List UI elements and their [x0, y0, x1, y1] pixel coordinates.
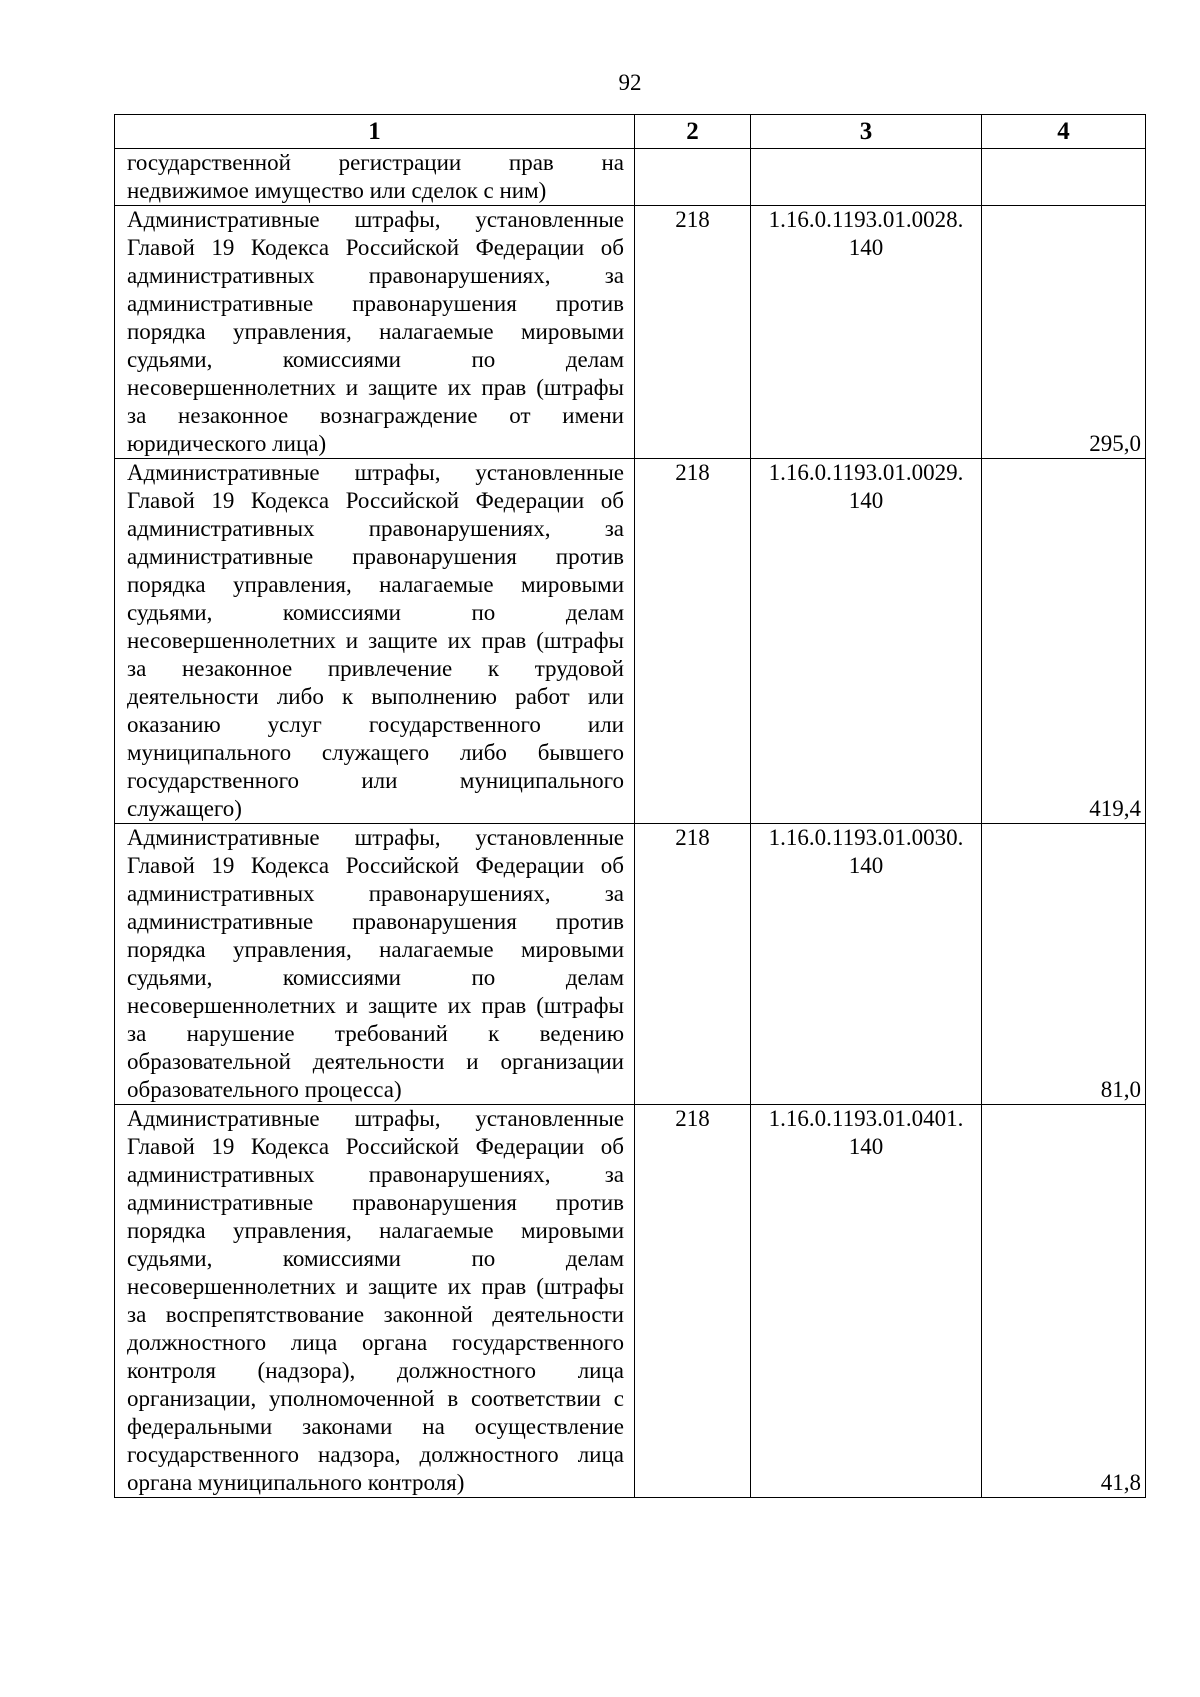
table-row: [115, 149, 1146, 206]
header-row: [115, 115, 1146, 149]
kbk-line-1: 1.16.0.1193.01.0029.: [768, 460, 964, 485]
page-number: 92: [618, 70, 642, 95]
row-kbk: [751, 824, 982, 1105]
budget-table: [114, 114, 1146, 1498]
kbk-line-1: 1.16.0.1193.01.0401.: [768, 1106, 964, 1131]
row-kbk: [751, 1105, 982, 1498]
table-row: [115, 1105, 1146, 1498]
header-col-2: 2: [635, 115, 751, 149]
row-kbk: [751, 206, 982, 459]
row-admin-code: 218: [635, 459, 751, 824]
row-description: Административные штрафы, установленные Главой 19 Кодекса Российской Федерации об административных правонарушениях, за административные правонарушения против порядка управления, налагаемые мировыми судьями, комиссиями по делам несовершеннолетних и защите их прав (штрафы за незаконное вознаграждение от имени юридического лица): [115, 206, 635, 459]
row-description: Административные штрафы, установленные Главой 19 Кодекса Российской Федерации об административных правонарушениях, за административные правонарушения против порядка управления, налагаемые мировыми судьями, комиссиями по делам несовершеннолетних и защите их прав (штрафы за незаконное привлечение к трудовой деятельности либо к выполнению работ или оказанию услуг государственного или муниципального служащего либо бывшего государственного или муниципального служащего): [115, 459, 635, 824]
table-row: [115, 459, 1146, 824]
row-description: Административные штрафы, установленные Главой 19 Кодекса Российской Федерации об административных правонарушениях, за административные правонарушения против порядка управления, налагаемые мировыми судьями, комиссиями по делам несовершеннолетних и защите их прав (штрафы за воспрепятствование законной деятельности должностного лица органа государственного контроля (надзора), должностного лица организации, уполномоченной в соответствии с федеральными законами на осуществление государственного надзора, должностного лица органа муниципального контроля): [115, 1105, 635, 1498]
row-amount: [982, 149, 1146, 206]
table-body: [115, 149, 1146, 1498]
kbk-line-2: 140: [848, 235, 884, 260]
header-col-3: 3: [751, 115, 982, 149]
row-amount: 295,0: [982, 206, 1146, 459]
kbk-line-1: 1.16.0.1193.01.0028.: [768, 207, 964, 232]
row-description: Административные штрафы, установленные Главой 19 Кодекса Российской Федерации об административных правонарушениях, за административные правонарушения против порядка управления, налагаемые мировыми судьями, комиссиями по делам несовершеннолетних и защите их прав (штрафы за нарушение требований к ведению образовательной деятельности и организации образовательного процесса): [115, 824, 635, 1105]
row-amount: 419,4: [982, 459, 1146, 824]
kbk-line-2: 140: [848, 853, 884, 878]
row-admin-code: 218: [635, 1105, 751, 1498]
header-col-4: 4: [982, 115, 1146, 149]
row-amount: 41,8: [982, 1105, 1146, 1498]
row-description: государственной регистрации прав на недвижимое имущество или сделок с ним): [115, 149, 635, 206]
table-row: [115, 206, 1146, 459]
kbk-line-2: 140: [848, 488, 884, 513]
table-header: [115, 115, 1146, 149]
kbk-line-2: 140: [848, 1134, 884, 1159]
table-row: [115, 824, 1146, 1105]
row-amount: 81,0: [982, 824, 1146, 1105]
kbk-line-1: 1.16.0.1193.01.0030.: [768, 825, 964, 850]
row-kbk: [751, 149, 982, 206]
row-admin-code: 218: [635, 824, 751, 1105]
row-kbk: [751, 459, 982, 824]
row-admin-code: 218: [635, 206, 751, 459]
header-col-1: 1: [115, 115, 635, 149]
row-admin-code: [635, 149, 751, 206]
